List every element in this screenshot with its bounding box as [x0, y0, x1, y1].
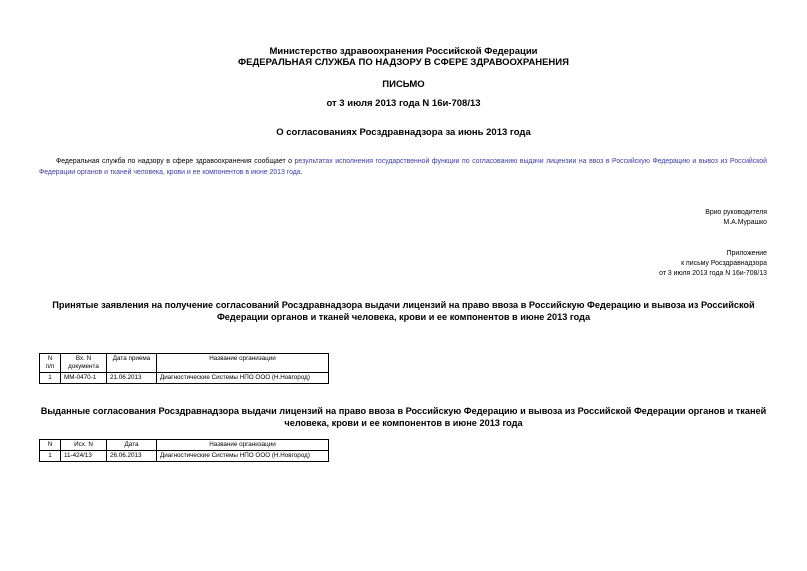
table-row — [40, 373, 329, 384]
col-doc-header — [61, 354, 107, 373]
col-number-header: N — [40, 440, 61, 451]
appendix-line2: к письму Росздравнадзора — [681, 260, 767, 267]
h-n1: N п/п — [45, 355, 55, 370]
body-text-start: Федеральная служба по надзору в сфере здравоохранения сообщает о — [56, 158, 295, 165]
appendix-line3: от 3 июля 2013 года N 16и-708/13 — [659, 270, 767, 277]
document-subject: О согласованиях Росздравнадзора за июнь 2013 года — [276, 127, 531, 138]
table-row — [40, 451, 329, 462]
cell-doc: ММ-0470-1 — [61, 373, 107, 384]
cell-date: 21.06.2013 — [107, 373, 157, 384]
cell-number: 1 — [40, 451, 61, 462]
signature-name: М.А.Мурашко — [723, 219, 767, 226]
col-doc-header: Исх. N — [61, 440, 107, 451]
cell-number: 1 — [40, 373, 61, 384]
col-date-header: Дата — [107, 440, 157, 451]
table-header-row — [40, 354, 329, 373]
cell-org: Диагностические Системы НПО ООО (Н.Новгород) — [157, 373, 329, 384]
section1-title: Принятые заявления на получение согласований Росздравнадзора выдачи лицензий на право ввоза в Российскую Федерацию и вывоза из Российской Федерации органов и тканей человека, крови и ее компонентов в июне 2013 года — [52, 300, 755, 322]
results-link[interactable]: результатах исполнения государственной функции по согласованию выдачи лицензии на ввоз в Российскую Федерацию и вывоз из Российской Федерации органов и тканей человека, крови и ее компонентов в июне 2013 года — [39, 158, 767, 176]
service-name: ФЕДЕРАЛЬНАЯ СЛУЖБА ПО НАДЗОРУ В СФЕРЕ ЗДРАВООХРАНЕНИЯ — [238, 57, 569, 68]
approvals-table — [39, 439, 329, 462]
col-number-header — [40, 354, 61, 373]
document-type: ПИСЬМО — [382, 79, 425, 90]
body-text-end: . — [300, 169, 303, 176]
signature-block — [705, 208, 767, 228]
col-org-header: Название организации — [157, 440, 329, 451]
cell-doc: 11-424/13 — [61, 451, 107, 462]
appendix-line1: Приложение — [726, 250, 767, 257]
appendix-block — [659, 249, 767, 279]
cell-org: Диагностические Системы НПО ООО (Н.Новгород) — [157, 451, 329, 462]
col-org-header: Название организации — [157, 354, 329, 373]
col-date-header: Дата приема — [107, 354, 157, 373]
ministry-name: Министерство здравоохранения Российской Федерации — [269, 46, 538, 57]
section2-title: Выданные согласования Росздравнадзора выдачи лицензий на право ввоза в Российскую Федерацию и вывоза из Российской Федерации органов и тканей человека, крови и ее компонентов в июне 2013 года — [40, 406, 767, 428]
body-paragraph — [39, 156, 767, 178]
signature-position: Врио руководителя — [705, 209, 767, 216]
cell-date: 26.06.2013 — [107, 451, 157, 462]
applications-table — [39, 353, 329, 384]
table-header-row — [40, 440, 329, 451]
document-date-number: от 3 июля 2013 года N 16и-708/13 — [326, 98, 481, 109]
h-doc1: Вх. N документа — [68, 355, 99, 370]
